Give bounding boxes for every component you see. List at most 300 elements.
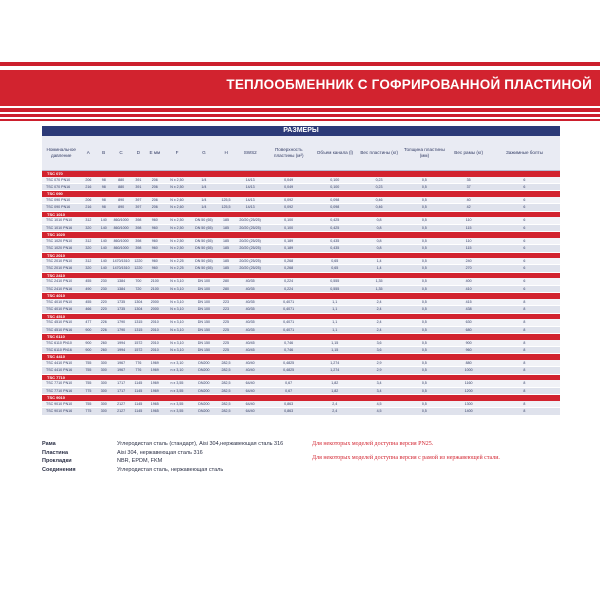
table-cell: 398 [135, 218, 142, 223]
table-cell: 225 [223, 347, 230, 352]
table-cell: 1,4 [376, 259, 382, 264]
table-cell: 225 [223, 327, 230, 332]
table-cell: TSC 4010 PN16 [46, 307, 73, 312]
table-cell: 755 [85, 401, 92, 406]
table-cell: 1572 [134, 347, 143, 352]
table-cell: 0,435 [330, 246, 340, 251]
table-cell: 1735 [117, 299, 126, 304]
table-cell: 0,23 [375, 177, 383, 182]
table-cell: 1400 [464, 409, 473, 414]
table-cell: 0,46 [375, 205, 383, 210]
table-cell: 0,8 [376, 238, 382, 243]
table-body [42, 171, 560, 416]
table-cell: 0,8 [376, 218, 382, 223]
table-cell: TSC 2010 PN16 [46, 266, 73, 271]
table-cell: n x 3,10 [170, 368, 184, 373]
table-cell: 2,4 [376, 320, 382, 325]
table-cell: 1717 [117, 381, 126, 386]
group-label: TSC 6110 [47, 334, 65, 339]
table-cell: 185 [223, 218, 230, 223]
table-cell: 115 [465, 246, 472, 251]
table-cell: 0,4071 [283, 307, 295, 312]
table-cell: TSC 7710 PN16 [46, 388, 73, 393]
group-label: TSC 4510 [47, 313, 66, 319]
table-cell: 8 [523, 401, 526, 406]
table-cell: N x 2,50 [170, 218, 184, 223]
table-cell: 3,4 [376, 388, 382, 393]
table-row [42, 347, 560, 354]
table-cell: 0,5 [421, 320, 427, 325]
table-cell: 300 [100, 401, 107, 406]
table-cell: 960 [151, 266, 158, 271]
table-cell: 40/45 [245, 340, 255, 345]
table-cell: 0,65 [331, 259, 339, 264]
table-cell: 0,23 [375, 184, 383, 189]
group-label: TSC 2010 [47, 252, 66, 258]
table-cell: 6 [523, 238, 526, 243]
table-cell: 415 [465, 299, 472, 304]
table-cell: TSC 9010 PN16 [46, 409, 73, 414]
table-cell: 185 [223, 266, 230, 271]
table-row [42, 197, 560, 204]
table-cell: 1220 [134, 266, 143, 271]
table-cell: 2000 [150, 299, 159, 304]
table-row [42, 184, 560, 191]
table-cell: 2127 [117, 409, 126, 414]
table-cell: 1967 [117, 360, 126, 365]
table-cell: 1735 [117, 307, 126, 312]
table-cell: 8 [523, 340, 526, 345]
table-cell: 0,863 [284, 401, 294, 406]
table-cell: 226 [100, 327, 107, 332]
material-row [42, 457, 342, 466]
table-cell: TSC 090 PN10 [46, 197, 71, 202]
banner-stripe-3 [0, 119, 600, 121]
material-label: Прокладки [42, 458, 72, 464]
table-cell: 0,5 [421, 218, 427, 223]
table-cell: 960 [151, 259, 158, 264]
table-row [42, 388, 560, 395]
column-header: Вес рамы (кг) [454, 150, 484, 156]
table-cell: 0,4825 [283, 368, 295, 373]
table-cell: 312 [85, 218, 92, 223]
table-cell: 42 [466, 205, 471, 210]
table-cell: 223 [223, 307, 230, 312]
table-cell: 282,5 [221, 381, 231, 386]
table-cell: DN 50 (65) [195, 218, 213, 223]
table-cell: 775 [85, 409, 92, 414]
banner-stripe-2 [0, 114, 600, 117]
table-cell: 0,092 [284, 197, 294, 202]
table-cell: 8 [523, 388, 526, 393]
table-cell: 0,224 [284, 279, 294, 284]
table-cell: 0,425 [330, 225, 340, 230]
table-cell: 0,098 [330, 197, 340, 202]
table-cell: 300 [100, 381, 107, 386]
column-header: C [119, 150, 123, 156]
table-cell: N x 2,25 [170, 259, 184, 264]
table-cell: N x 2,50 [170, 184, 184, 189]
table-cell: DN200 [198, 401, 210, 406]
table-cell: 8 [523, 320, 526, 325]
table-cell: 0,268 [284, 266, 294, 271]
table-cell: n x 3,55 [170, 409, 184, 414]
table-cell: 1,15 [331, 347, 339, 352]
table-cell: 960 [151, 246, 158, 251]
table-cell: 282,5 [221, 409, 231, 414]
table-cell: TSC 7710 PN10 [46, 381, 73, 386]
table-cell: 185 [223, 225, 230, 230]
table-cell: 0,100 [330, 184, 340, 189]
material-row [42, 466, 342, 475]
table-cell: 0,67 [285, 388, 293, 393]
table-cell: N x 2,60 [170, 197, 184, 202]
table-cell: 8 [523, 368, 526, 373]
table-cell: 3,4 [376, 381, 382, 386]
table-cell: 6 [523, 279, 526, 284]
table-cell: 6 [523, 205, 526, 210]
table-row [42, 177, 560, 184]
table-cell: 140 [100, 225, 107, 230]
table-cell: 8 [523, 307, 526, 312]
table-cell: 64/40 [245, 409, 255, 414]
table-cell: 140 [100, 218, 107, 223]
table-cell: TSC 2410 PN16 [46, 286, 73, 291]
table-cell: 0,049 [284, 177, 294, 182]
table-cell: 185 [223, 238, 230, 243]
table-cell: 6 [523, 197, 526, 202]
table-cell: 220 [100, 307, 107, 312]
table-cell: 880 [465, 360, 472, 365]
table-cell: n x 3,10 [170, 360, 184, 365]
table-cell: 0,67 [285, 381, 293, 386]
table-cell: 20/20 (25/25) [239, 266, 261, 271]
column-header: Зажимные болты [505, 150, 543, 156]
table-cell: 6 [523, 246, 526, 251]
table-cell: 1304 [134, 307, 143, 312]
banner-stripe-1 [0, 108, 600, 112]
table-cell: 1/4 [201, 197, 207, 202]
column-header: Объем канала (l) [316, 150, 354, 156]
table-cell: 0,5 [421, 381, 427, 386]
table-cell: 40/35 [245, 286, 255, 291]
table-cell: 225 [223, 320, 230, 325]
table-cell: 477 [85, 320, 92, 325]
table-cell: 1,1 [332, 320, 338, 325]
table-cell: 40/45 [245, 347, 255, 352]
table-cell: 0,189 [284, 238, 294, 243]
table-cell: 14/13 [245, 205, 255, 210]
table-cell: 0,746 [284, 347, 294, 352]
column-header: A [86, 150, 90, 156]
table-cell: 20/20 (25/25) [239, 246, 261, 251]
table-cell: 2010 [150, 347, 159, 352]
table-cell: 280 [223, 286, 230, 291]
column-header: B [102, 150, 106, 156]
table-cell: 40/40 [245, 360, 255, 365]
table-cell: DN 50 (65) [195, 225, 213, 230]
table-cell: n x 3,55 [170, 381, 184, 386]
table-cell: DN 50 (65) [195, 259, 213, 264]
table-cell: 1145 [134, 381, 143, 386]
table-cell: TSC 090 PN16 [46, 205, 71, 210]
table-cell: DN200 [198, 360, 210, 365]
table-cell: 1220 [134, 259, 143, 264]
table-cell: 125,5 [221, 205, 231, 210]
table-cell: 1200 [464, 388, 473, 393]
table-cell: 282,5 [221, 360, 231, 365]
table-cell: 216 [85, 184, 92, 189]
page-title: ТЕПЛООБМЕННИК С ГОФРИРОВАННОЙ ПЛАСТИНОЙ [226, 77, 592, 92]
table-cell: DN200 [198, 388, 210, 393]
group-label: TSC 2410 [47, 272, 66, 278]
table-cell: 3,6 [376, 347, 382, 352]
table-cell: 115 [465, 225, 472, 230]
table-cell: 206 [151, 205, 158, 210]
table-cell: 110 [465, 238, 472, 243]
table-cell: 397 [135, 197, 142, 202]
table-cell: 0,746 [284, 340, 294, 345]
table-cell: 1145 [134, 388, 143, 393]
table-cell: 6 [523, 184, 526, 189]
table-cell: 0,224 [284, 286, 294, 291]
table-cell: 2000 [150, 307, 159, 312]
table-cell: 98 [101, 184, 106, 189]
table-row [42, 278, 560, 285]
table-cell: 40/35 [245, 320, 255, 325]
availability-note: Для некоторых моделей доступна версия с рамой из нержавеющей стали. [312, 455, 500, 461]
column-header: F [175, 150, 179, 156]
table-cell: 391 [135, 184, 142, 189]
table-cell: 0,5 [421, 205, 427, 210]
table-cell: 140 [100, 246, 107, 251]
table-row [42, 225, 560, 232]
materials-list [42, 440, 342, 474]
table-cell: 0,098 [330, 205, 340, 210]
table-cell: 300 [100, 360, 107, 365]
table-cell: N x 2,60 [170, 205, 184, 210]
table-cell: 8 [523, 381, 526, 386]
table-cell: DN200 [198, 368, 210, 373]
table-row [42, 401, 560, 408]
table-cell: 3,6 [376, 340, 382, 345]
table-cell: 1304 [134, 299, 143, 304]
table-cell: 1572 [134, 340, 143, 345]
table-cell: 0,5 [421, 246, 427, 251]
table-cell: 206 [151, 177, 158, 182]
table-cell: 2100 [150, 286, 159, 291]
table-cell: N x 3,10 [170, 340, 184, 345]
table-cell: 0,5 [421, 184, 427, 189]
table-cell: 1969 [150, 368, 159, 373]
table-cell: 0,555 [330, 279, 340, 284]
table-cell: 755 [85, 368, 92, 373]
table-cell: 1,4 [376, 266, 382, 271]
table-cell: 35 [466, 177, 471, 182]
material-value: Углеродистая сталь (стандарт), Aisi 304,нержавеющая сталь 316 [117, 441, 284, 447]
table-cell: 438 [465, 307, 472, 312]
table-row [42, 238, 560, 245]
table-cell: 4,5 [376, 409, 382, 414]
table-cell: 1470/1510 [112, 259, 130, 264]
table-cell: 960 [465, 347, 472, 352]
table-cell: 0,049 [284, 184, 294, 189]
table-cell: TSC 1010 PN16 [46, 225, 73, 230]
table-cell: 1,35 [375, 286, 383, 291]
group-label: TSC 070 [47, 171, 63, 176]
table-cell: 20/20 (25/25) [239, 238, 261, 243]
table-cell: 8 [523, 409, 526, 414]
table-cell: 1,15 [331, 340, 339, 345]
table-cell: 1470/1510 [112, 266, 130, 271]
table-cell: 1,274 [330, 360, 340, 365]
table-cell: N x 2,50 [170, 246, 184, 251]
table-cell: 0,5 [421, 225, 427, 230]
table-cell: 320 [85, 225, 92, 230]
table-cell: 1000 [464, 368, 473, 373]
table-cell: 320 [85, 266, 92, 271]
table-cell: 960 [151, 238, 158, 243]
table-cell: 1315 [134, 327, 143, 332]
table-cell: 0,268 [284, 259, 294, 264]
table-cell: 0,5 [421, 327, 427, 332]
table-cell: 140 [100, 238, 107, 243]
table-cell: 20/20 (25/25) [239, 218, 261, 223]
table-cell: 20/20 (25/25) [239, 225, 261, 230]
table-cell: 6 [523, 177, 526, 182]
table-cell: 0,5 [421, 360, 427, 365]
table-cell: 0,5 [421, 177, 427, 182]
table-cell: 1300 [464, 401, 473, 406]
table-cell: 391 [135, 177, 142, 182]
table-cell: 0,5 [421, 347, 427, 352]
material-value: Aisi 304, нержавеющая сталь 316 [117, 449, 203, 456]
table-cell: 14/13 [245, 177, 255, 182]
table-cell: N x 3,10 [170, 347, 184, 352]
table-cell: DN 150 [197, 340, 210, 345]
availability-note: Для некоторых моделей доступна версия PN25. [312, 441, 434, 447]
table-cell: 98 [101, 205, 106, 210]
table-row [42, 380, 560, 387]
table-cell: 300 [100, 368, 107, 373]
table-cell: 0,4071 [283, 299, 295, 304]
table-cell: N x 2,50 [170, 238, 184, 243]
table-cell: 410 [465, 286, 472, 291]
table-cell: 880 [118, 184, 125, 189]
table-cell: 206 [85, 197, 92, 202]
table-cell: 0,555 [330, 286, 340, 291]
table-cell [217, 177, 234, 183]
group-label: TSC 7710 [47, 374, 66, 380]
table-cell: 40/35 [245, 307, 255, 312]
table-cell: 1/4 [201, 205, 207, 210]
table-cell: 0,435 [330, 238, 340, 243]
group-label: TSC 1010 [47, 211, 66, 217]
table-cell: 37 [466, 184, 471, 189]
table-cell: 776 [135, 360, 142, 365]
table-cell: DN200 [198, 409, 210, 414]
table-cell: 320 [85, 246, 92, 251]
table-cell: 455 [85, 279, 92, 284]
table-cell: 270 [465, 266, 472, 271]
table-cell: 223 [223, 299, 230, 304]
table-cell: 860/1000 [113, 246, 129, 251]
table-cell: 206 [151, 197, 158, 202]
table-cell: 398 [135, 246, 142, 251]
table-row [42, 299, 560, 306]
table-cell: 8 [523, 360, 526, 365]
table-cell: 1315 [134, 320, 143, 325]
table-row [42, 258, 560, 265]
table-cell: 890 [118, 197, 125, 202]
table-cell: 64/40 [245, 388, 255, 393]
table-cell: 0,5 [421, 368, 427, 373]
table-row [42, 306, 560, 313]
table-row [42, 245, 560, 252]
table-cell: 1994 [117, 347, 126, 352]
table-cell: TSC 2410 PN10 [46, 279, 73, 284]
table-cell: 312 [85, 238, 92, 243]
table-cell: 1969 [150, 381, 159, 386]
table-cell: 0,5 [421, 401, 427, 406]
table-cell: 125,5 [221, 197, 231, 202]
table-cell: 960 [151, 218, 158, 223]
column-header: H [224, 150, 228, 156]
material-value: Углеродистая сталь, нержавеющая сталь [117, 466, 224, 473]
table-cell: 398 [135, 225, 142, 230]
table-cell: 185 [223, 246, 230, 251]
table-cell: 2,4 [376, 307, 382, 312]
table-row [42, 360, 560, 367]
table-cell: TSC 6110 PN10 [46, 340, 72, 345]
table-cell: 0,5 [421, 197, 427, 202]
table-cell: 1384 [117, 286, 126, 291]
column-header: Вес пластины (кг) [360, 150, 399, 156]
table-cell: TSC 070 PN10 [46, 177, 71, 182]
table-cell: 0,4825 [283, 360, 295, 365]
table-cell: 1965 [150, 401, 159, 406]
table-cell: 280 [223, 279, 230, 284]
table-cell: 0,5 [421, 299, 427, 304]
table-cell: TSC 1010 PN10 [46, 218, 73, 223]
table-cell: TSC 4010 PN10 [46, 299, 73, 304]
table-cell: TSC 2010 PN10 [46, 259, 73, 264]
table-cell: 1967 [117, 368, 126, 373]
table-cell: 0,863 [284, 409, 294, 414]
table-cell: 1,35 [375, 279, 383, 284]
table-cell: 40/40 [245, 368, 255, 373]
table-cell: 282,5 [221, 401, 231, 406]
column-header: Толщина пластины (мм) [404, 147, 445, 158]
table-cell: 40/35 [245, 279, 255, 284]
table-cell: N x 3,10 [170, 299, 184, 304]
table-cell: 0,4071 [283, 320, 295, 325]
table-cell: 960 [151, 225, 158, 230]
table-cell: DN 100 [197, 286, 210, 291]
table-cell: 860/1000 [113, 225, 129, 230]
table-cell: 900 [85, 327, 92, 332]
table-cell: 98 [101, 177, 106, 182]
column-header: Поверхность пластины (м²) [273, 147, 304, 158]
table-row [42, 408, 560, 415]
table-cell: 6 [523, 225, 526, 230]
dimensions-table [42, 126, 560, 416]
table-cell: 398 [135, 238, 142, 243]
table-cell: 2100 [150, 279, 159, 284]
table-row [42, 319, 560, 326]
table-cell: 900 [85, 340, 92, 345]
table-cell: TSC 6110 PN16 [46, 347, 72, 352]
